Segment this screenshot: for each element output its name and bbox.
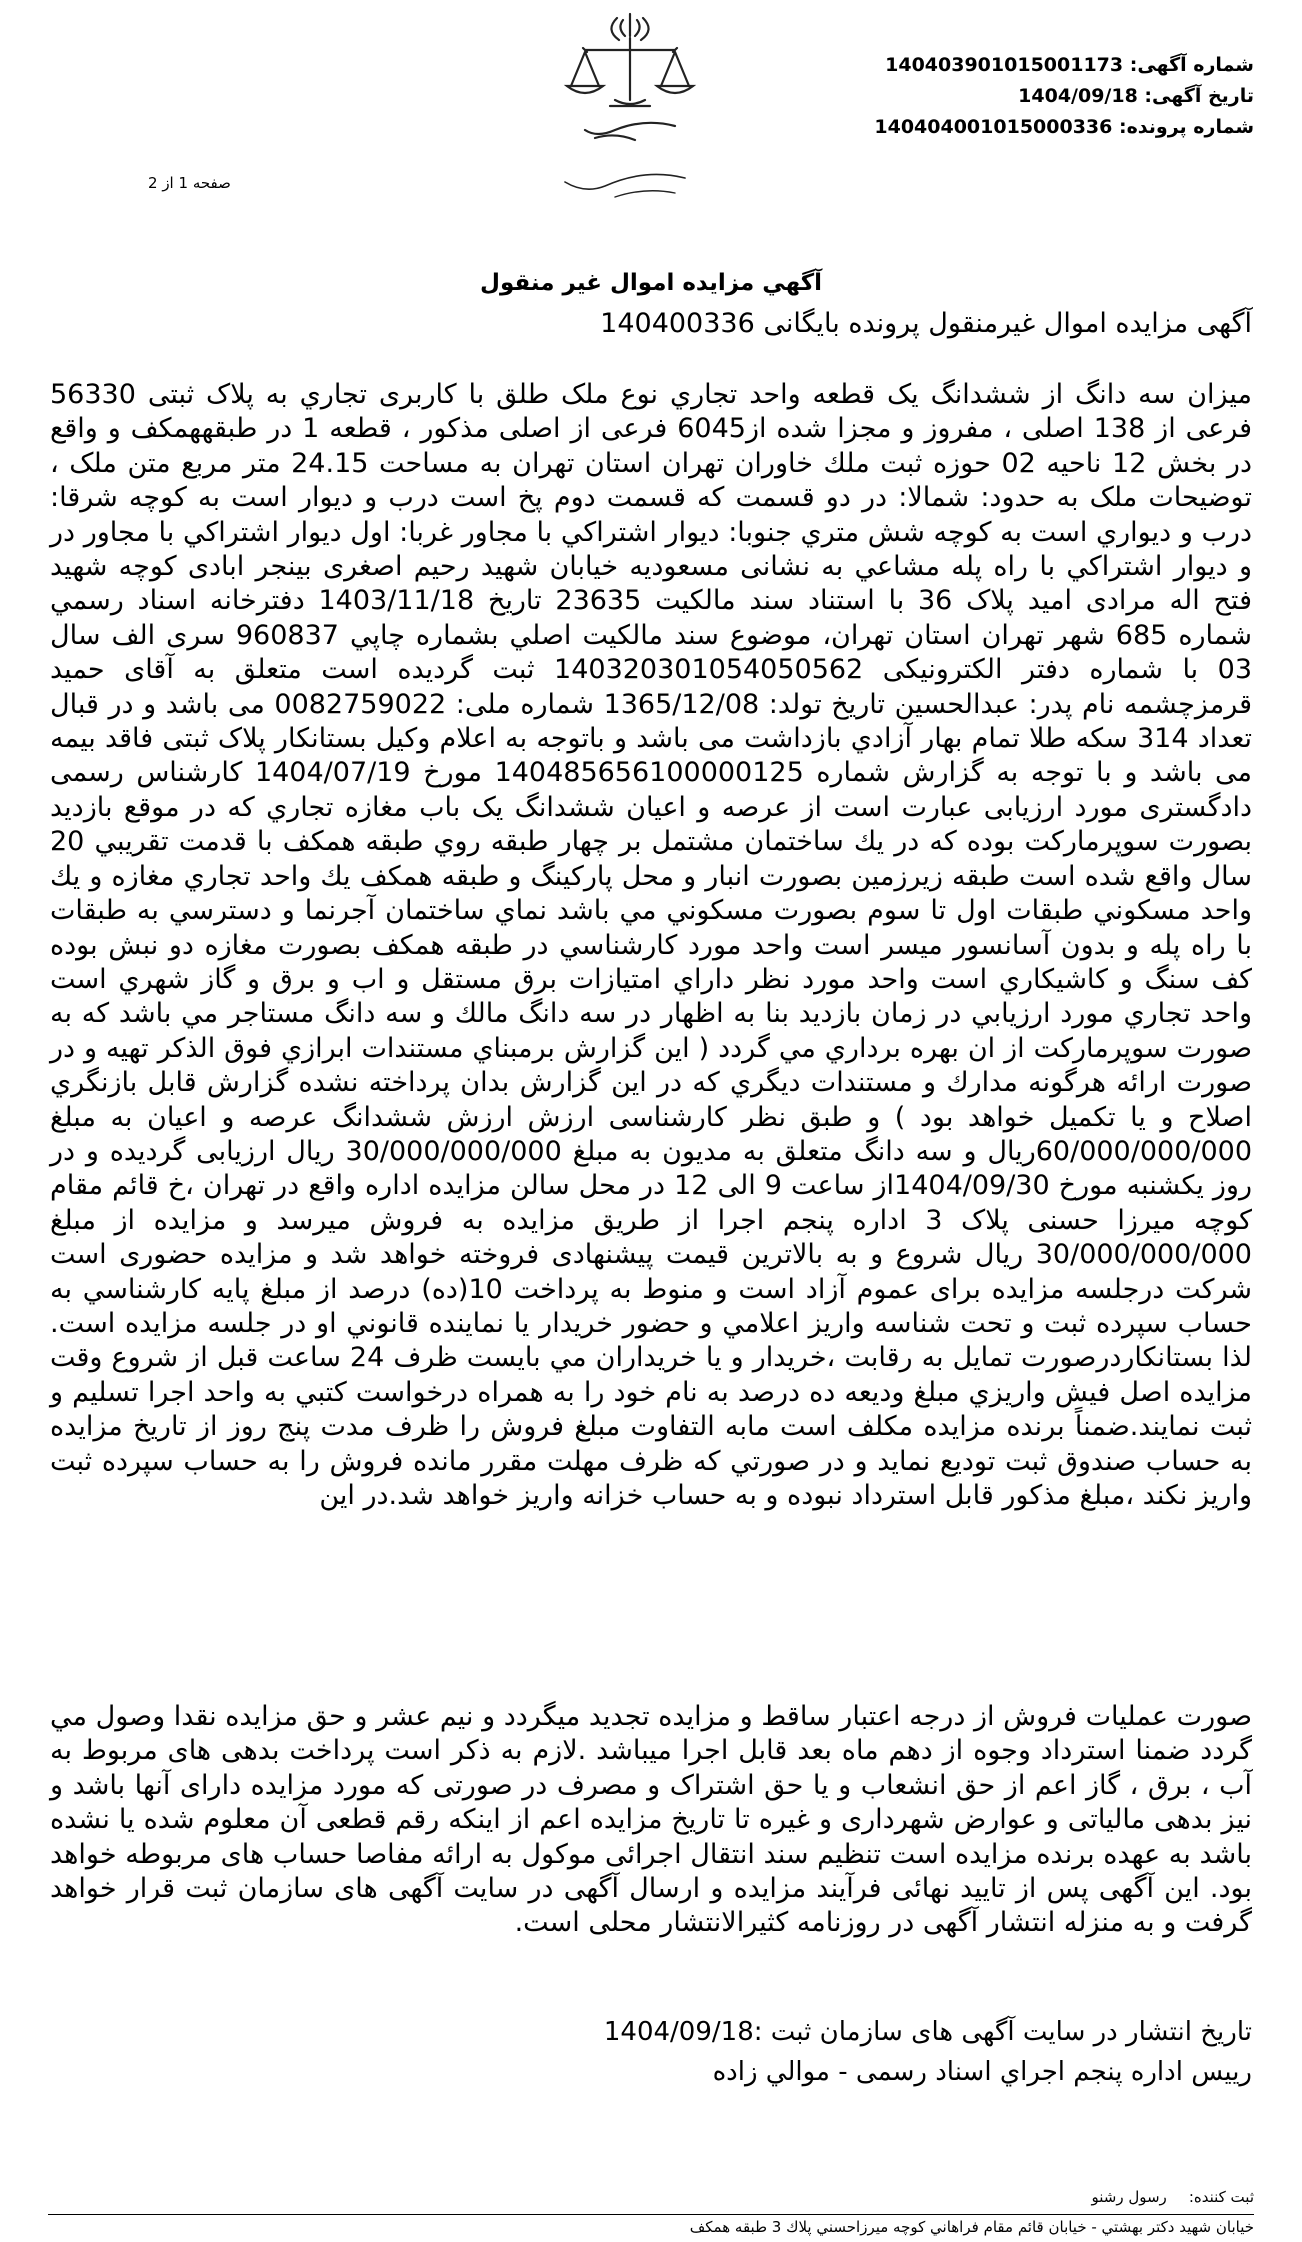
ad-date: 1404/09/18 (1018, 85, 1138, 107)
registrar-name: رسول رشنو (1091, 2188, 1167, 2206)
signature-line: رييس اداره پنجم اجراي اسناد رسمی - موالي زاده (712, 2057, 1252, 2087)
ad-date-row (834, 81, 1254, 112)
publish-date-line: تاريخ انتشار در سایت آگهی های سازمان ثبت :1404/09/18 (603, 2017, 1252, 2047)
case-number-label: شماره پرونده: (1118, 116, 1254, 138)
ad-number-row (834, 50, 1254, 81)
ad-number: 140403901015001173 (885, 54, 1124, 76)
ad-date-label: تاریخ آگهی: (1144, 85, 1254, 107)
registrar (1091, 2188, 1254, 2206)
registrar-label: ثبت كننده: (1188, 2188, 1254, 2206)
document-subtitle: آگهی مزایده اموال غیرمنقول پرونده بایگانی 140400336 (600, 308, 1252, 339)
notice-body-part2: صورت عمليات فروش از درجه اعتبار ساقط و مزايده تجديد ميگردد و نيم عشر و حق مزايده نقدا وصول مي گردد ضمنا استرداد وجوه از دهم ماه بعد قابل اجرا میباشد .لازم به ذکر است پرداخت بدهی های مربوط به آب ، برق ، گاز اعم از حق انشعاب و یا حق اشتراک و مصرف در صورتی که مورد مزایده دارای آنها باشد و نیز بدهی مالیاتی و عوارض شهرداری و غیره تا تاریخ مزایده اعم از اینکه رقم قطعی آن معلوم شده یا نشده باشد به عهده برنده مزایده است تنظیم سند انتقال اجرائی موکول به ارائه مفاصا حساب های مربوطه خواهد بود. این آگهی پس از تایید نهائی فرآیند مزایده و ارسال آگهی در سایت آگهی های سازمان ثبت قرار خواهد گرفت و به منزله انتشار آگهی در روزنامه کثیرالانتشار محلی است. (50, 1701, 1252, 1939)
judiciary-emblem-icon (555, 8, 705, 208)
header-meta (834, 50, 1254, 143)
notice-footer (604, 2012, 1252, 2092)
page-number: صفحه 1 از 2 (148, 174, 231, 192)
notice-body-part1: میزان سه دانگ از ششدانگ یک قطعه واحد تجاري نوع ملک طلق با کاربری تجاري به پلاک ثبتی 56330 فرعی از 138 اصلی ، مفروز و مجزا شده از6045 فرعی از اصلی مذکور ، قطعه 1 در طبقههمکف و واقع در بخش 12 ناحیه 02 حوزه ثبت ملك خاوران تهران استان تهران به مساحت 24.15 متر مربع متن ملک ، توضیحات ملک به حدود: شمالا: در دو قسمت که قسمت دوم پخ است درب و ديوار است به کوچه شرقا: درب و ديواري است به کوچه شش متري جنوبا: ديوار اشتراکي با مجاور غربا: اول ديوار اشتراکي با مجاور در و ديوار اشتراکي با راه پله مشاعي به نشانی مسعودیه خیابان شهید رحیم اصغری بینجر ابادی کوچه شهید فتح اله مرادی امید پلاک 36 با استناد سند مالکیت 23635 تاریخ 1403/11/18 دفترخانه اسناد رسمي شماره 685 شهر تهران استان تهران، موضوع سند مالكيت اصلي بشماره چاپي 960837 سری الف سال 03 با شماره دفتر الکترونیکی 140320301054050562 ثبت گرديده است متعلق به آقای حمید قرمزچشمه نام پدر: عبدالحسین تاریخ تولد: 1365/12/08 شماره ملی: 0082759022 می باشد و در قبال تعداد 314 سکه طلا تمام بهار آزادي بازداشت می باشد و باتوجه به اعلام وکیل بستانکار پلاک ثبتی فاقد بیمه می باشد و با توجه به گزارش شماره 140485656100000125 مورخ 1404/07/19 کارشناس رسمی دادگستری مورد ارزیابی عبارت است از عرصه و اعیان ششدانگ یک باب مغازه تجاري كه در موقع بازديد بصورت سوپرماركت بوده كه در يك ساختمان مشتمل بر چهار طبقه روي طبقه همكف با قدمت تقريبي 20 سال واقع شده است طبقه زيرزمين بصورت انبار و محل پاركينگ و طبقه همكف يك واحد تجاري مغازه و يك واحد مسكوني طبقات اول تا سوم بصورت مسكوني مي باشد نماي ساختمان آجرنما و دسترسي به طبقات با راه پله و بدون آسانسور ميسر است واحد مورد كارشناسي در طبقه همكف بصورت مغازه دو نبش بوده كف سنگ و كاشيكاري است واحد مورد نظر داراي امتيازات برق مستقل و اب و برق و گاز شهري است واحد تجاري مورد ارزيابي در زمان بازديد بنا به اظهار در سه دانگ مالك و سه دانگ مستاجر مي باشد كه به صورت سوپرماركت از ان بهره برداري مي گردد ( اين گزارش برمبناي مستندات ابرازي فوق الذكر تهيه و در صورت ارائه هرگونه مدارك و مستندات ديگري كه در اين گزارش بدان پرداخته نشده گزارش قابل بازنگري اصلاح و يا تكميل خواهد بود ) و طبق نظر کارشناسی ارزش ارزش ششدانگ عرصه و اعیان به مبلغ 60/000/000/000ریال و سه دانگ متعلق به مدیون به مبلغ 30/000/000/000 ریال ارزیابی گردیده و در روز یکشنبه مورخ 1404/09/30از ساعت 9 الی 12 در محل سالن مزایده اداره واقع در تهران ،خ قائم مقام کوچه میرزا حسنی پلاک 3 اداره پنجم اجرا از طریق مزایده به فروش میرسد و مزایده از مبلغ 30/000/000/000 ریال شروع و به بالاترین قیمت پیشنهادی فروخته خواهد شد و مزایده حضوری است شرکت درجلسه مزایده برای عموم آزاد است و منوط به پرداخت 10(ده) درصد از مبلغ پایه كارشناسي به حساب سپرده ثبت و تحت شناسه واريز اعلامي و حضور خريدار يا نماينده قانوني او در جلسه مزايده است. لذا بستانكاردرصورت تمايل به رقابت ،خريدار و يا خريداران مي بايست ظرف 24 ساعت قبل از شروع وقت مزايده اصل فيش واريزي مبلغ وديعه ده درصد به نام خود را به همراه درخواست كتبي به واحد اجرا تسليم و ثبت نمايند.ضمناً برنده مزايده مكلف است مابه التفاوت مبلغ فروش را ظرف مدت پنج روز از تاريخ مزايده به حساب صندوق ثبت توديع نمايد و در صورتي كه ظرف مهلت مقرر مانده فروش را به حساب سپرده ثبت واريز نكند ،مبلغ مذكور قابل استرداد نبوده و به حساب خزانه واريز خواهد شد.در اين (50, 379, 1253, 1511)
ad-number-label: شماره آگهی: (1129, 54, 1254, 76)
document-title: آگهي مزايده اموال غير منقول (479, 270, 823, 296)
footer-divider (48, 2214, 1254, 2215)
case-number: 140404001015000336 (874, 116, 1113, 138)
office-address: خيابان شهيد دكتر بهشتي - خيابان قائم مقام فراهاني كوچه ميرزاحسني پلاك 3 طبقه همكف (689, 2218, 1254, 2236)
case-number-row (834, 112, 1254, 143)
